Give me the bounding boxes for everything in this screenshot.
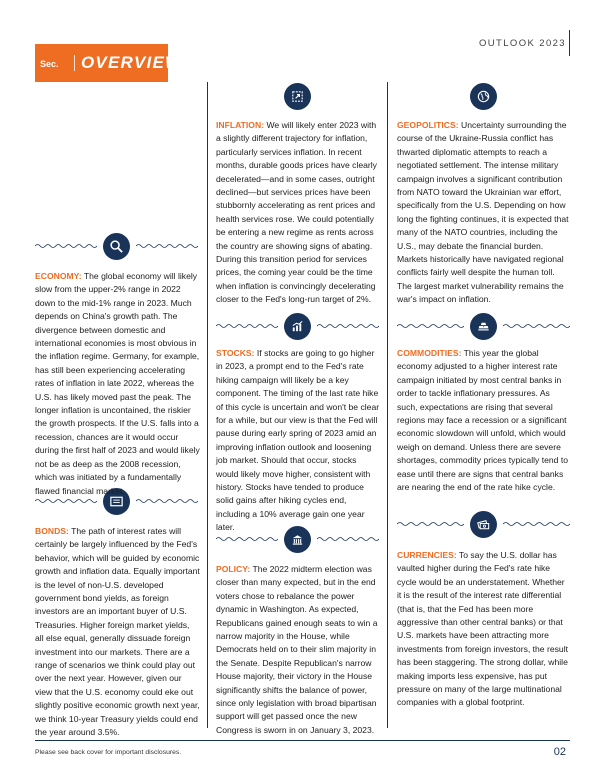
economy-lead: ECONOMY:: [35, 271, 82, 281]
bonds-text: The path of interest rates will certainly be largely influenced by the Fed's behavior, which will be guided by economic growth and inflation data. Equally important is the level of non-U.S. developed government bond yields, as foreign investors are an important buyer of U.S. Treasuries. Higher foreign market yields, all else equal, generally dissuade foreign investment into our markets. There are a range of scenarios we think could play out over the next year. However, given our view that the U.S. economy could eke out slightly positive economic growth next year, we think 10-year Treasury yields could end the year around 3.5%.: [35, 526, 200, 738]
stocks-icon-row: [216, 312, 379, 340]
economy-icon-row: [35, 232, 198, 260]
policy-text: The 2022 midterm election was closer than many expected, but in the end voters chose to rebalance the power dynamic in Washington. As expected, Republicans gained enough seats to win a narrow majority in the House, while Democrats held on to their slim majority in the Senate. Despite Republican's narrow House majority, their victory in the House significantly shifts the balance of power, since only legislation with broad bipartisan support will get passed once the new Congress is sworn in on January 3, 2023.: [216, 564, 378, 735]
currencies-lead: CURRENCIES:: [397, 550, 457, 560]
geopolitics-text: Uncertainty surrounding the course of the Ukraine-Russia conflict has thwarted diplomatic attempts to reach a negotiated settlement. The intense military campaign involves a significant contribution from NATO toward the Ukrainian war effort, specifically from the U.S. Depending on how long the fighting continues, it is expected that many of the NATO countries, including the U.S., may debate the financial burden. Markets historically have navigated regional conflicts fairly well despite the human toll. The largest market vulnerability remains the war's impact on inflation.: [397, 120, 569, 305]
geopolitics-block: [397, 119, 570, 307]
commodities-block: [397, 347, 570, 494]
currencies-block: [397, 549, 570, 710]
wave-divider: [503, 323, 570, 329]
page-number: 02: [553, 746, 566, 758]
wave-divider: [397, 323, 464, 329]
disclosure-note: Please see back cover for important disclosures.: [35, 749, 182, 756]
economy-block: [35, 270, 200, 498]
commodities-icon-row: [397, 312, 570, 340]
wave-divider: [317, 323, 379, 329]
commodities-text: This year the global economy adjusted to a higher interest rate campaign initiated by most central banks in order to tackle inflationary pressures. As such, expectations are rising that several regions may face a recession or a significant economic slowdown will unfold, which would weigh on demand. Unless there are severe shortages, commodity prices typically tend to ease until there are signs that central banks are nearing the end of the rate hike cycle.: [397, 348, 568, 493]
wave-divider: [35, 498, 97, 504]
wave-divider: [35, 243, 97, 249]
geopolitics-icon-row: [397, 82, 570, 110]
inflation-text: We will likely enter 2023 with a slightly different trajectory for inflation, particularly services inflation. In recent months, durable goods prices have clearly decelerated—and in some cases, outright declined—but services prices have been stubbornly accelerating as rent prices and health services rose. We could potentially be entering a new regime as rents across the country are showing signs of abating. During this transition period for services prices, the coming year could be the time when inflation is convincingly decelerating closer to the Fed's long-run target of 2%.: [216, 120, 377, 305]
bonds-lead: BONDS:: [35, 526, 69, 536]
inflation-block: [216, 119, 381, 307]
policy-lead: POLICY:: [216, 564, 251, 574]
stocks-text: If stocks are going to go higher in 2023, a prompt end to the Fed's rate hiking campaign will likely be a key component. The timing of the last rate hike of this cycle is uncertain and won't be clear for a while, but our view is that the Fed will pause during early spring of 2023 amid an improving inflation outlook and loosening job market. Should that occur, stocks would likely move higher, consistent with history. Stocks have tended to produce solid gains after hiking cycles end, including a 10% average gain one year later.: [216, 348, 380, 533]
inflation-lead: INFLATION:: [216, 120, 265, 130]
wave-divider: [397, 521, 464, 527]
stocks-block: [216, 347, 381, 535]
wave-divider: [136, 243, 198, 249]
currencies-text: To say the U.S. dollar has vaulted higher during the Fed's rate hike cycle would be an understatement. Whether it is the result of the interest rate differential (that is, that the Fed has been more aggressive than other central banks) or that U.S. markets have been attracting more investments from foreign investors, the result has been staggering. The strong dollar, while making imports less expensive, has put pressure on many of the large multinational companies with a global footprint.: [397, 550, 568, 708]
wave-divider: [317, 536, 379, 542]
section-separator: [74, 55, 75, 71]
column-rule-2: [387, 82, 388, 728]
column-rule-1: [207, 82, 208, 728]
section-label: Sec.: [40, 59, 59, 69]
wave-divider: [216, 323, 278, 329]
inflation-icon-row: [216, 82, 379, 110]
globe-icon: [470, 83, 497, 110]
wave-divider: [503, 521, 570, 527]
geopolitics-lead: GEOPOLITICS:: [397, 120, 459, 130]
header-rule: [569, 30, 570, 56]
footer-rule: [35, 740, 570, 741]
commodities-lead: COMMODITIES:: [397, 348, 462, 358]
economy-text: The global economy will likely slow from the upper-2% range in 2022 down to the mid-1% range in 2023. Much depends on China's growth path. The divergence between domestic and international economies is most obvious in the inflation regime. Germany, for example, has still been experiencing accelerating rates of inflation in late 2022, whereas the U.S. has likely moved past the peak. The longer inflation is uncontained, the riskier the growth prospects. If the U.S. falls into a recession, chances are it would occur during the first half of 2023 and would likely not be as deep as the 2008 recession, which was initiated by a fundamentally flawed financial market.: [35, 271, 200, 496]
section-title: OVERVIEW: [81, 53, 183, 72]
wave-divider: [136, 498, 198, 504]
bonds-block: [35, 525, 200, 740]
currencies-icon-row: [397, 510, 570, 538]
gold-bars-icon: [470, 313, 497, 340]
expand-box-icon: [284, 83, 311, 110]
wave-divider: [216, 536, 278, 542]
bar-chart-icon: [284, 313, 311, 340]
cash-stack-icon: [470, 511, 497, 538]
publication-title: OUTLOOK 2023: [478, 38, 566, 49]
stocks-lead: STOCKS:: [216, 348, 255, 358]
policy-block: [216, 563, 381, 737]
magnifier-icon: [103, 233, 130, 260]
